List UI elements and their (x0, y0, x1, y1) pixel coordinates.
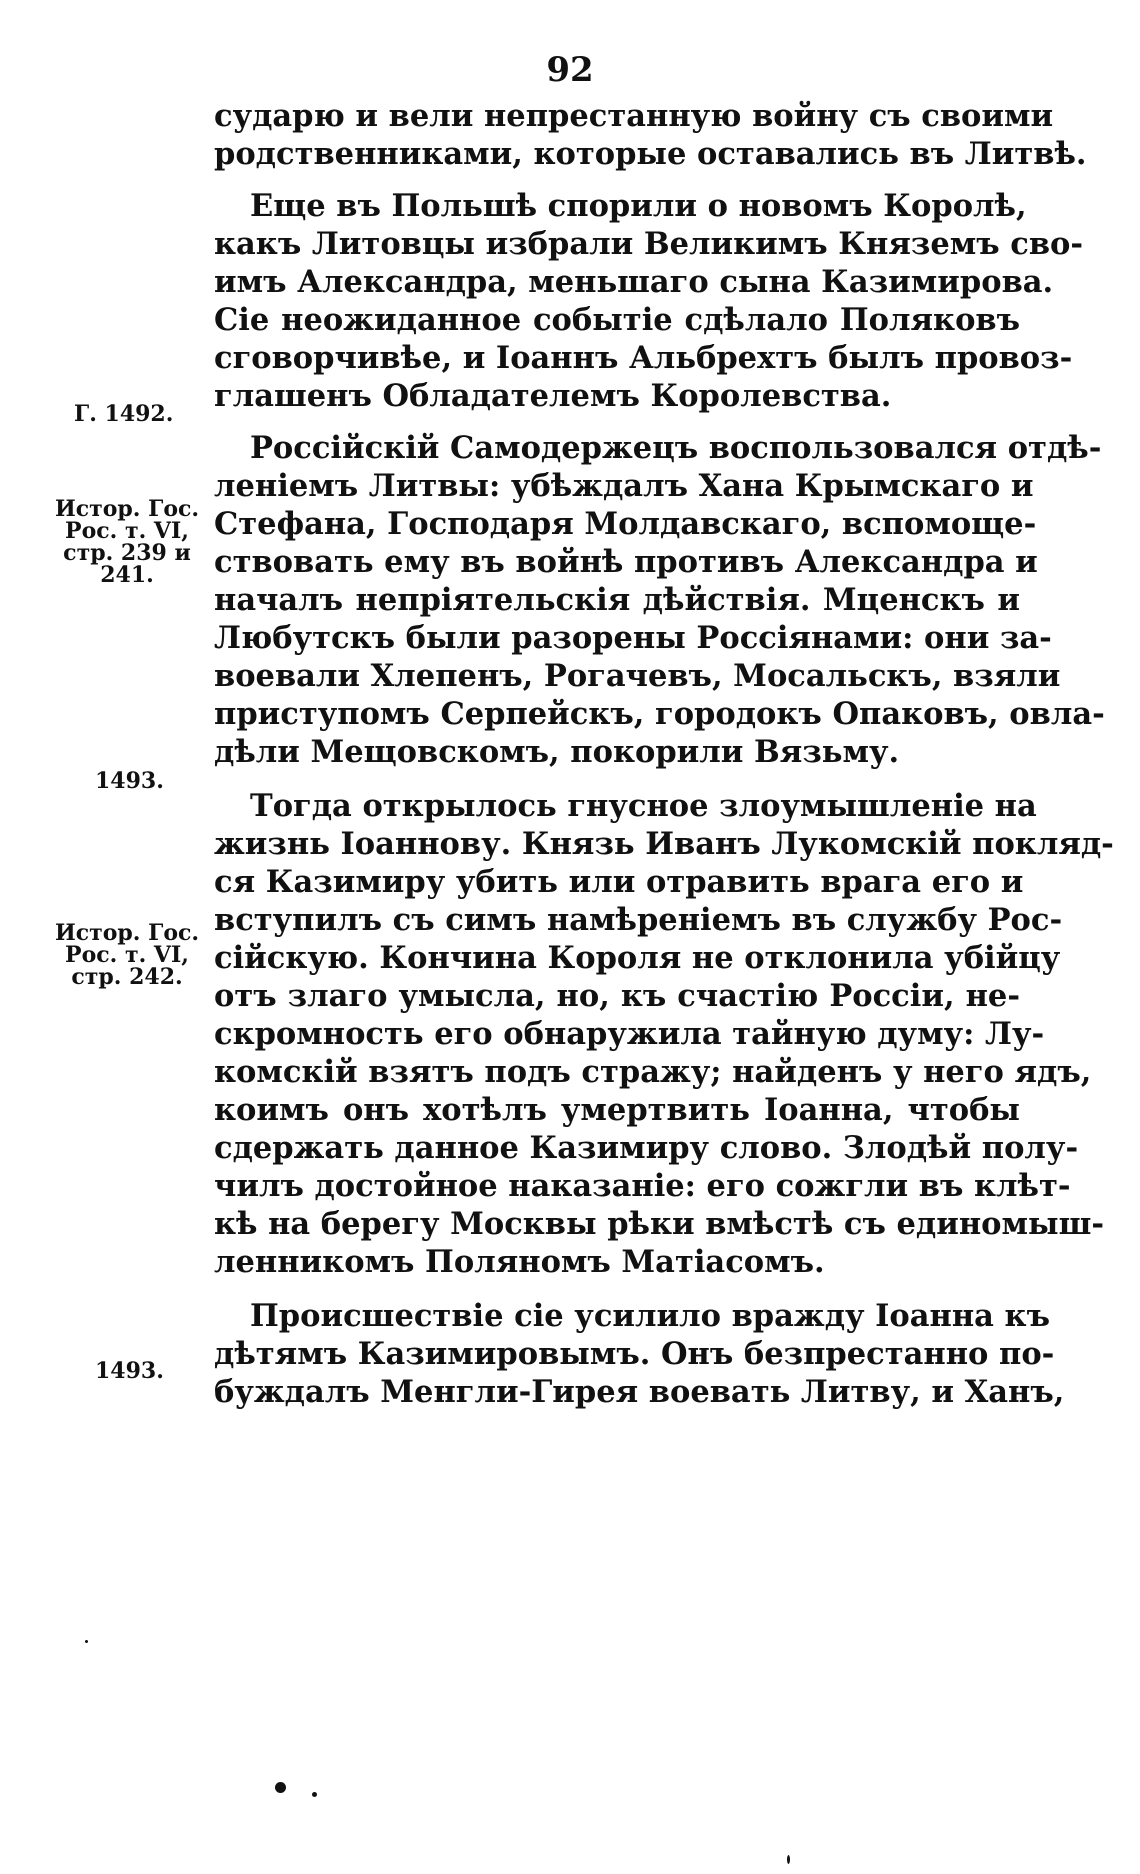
margin-note-line: стр. 239 и (63, 540, 191, 566)
text-line: сдержать данное Казимиру слово. Злодѣй полу- (214, 1130, 1079, 1166)
text-line: Любутскъ были разорены Россіянами: они за- (214, 620, 1052, 656)
text-line: чилъ достойное наказаніе: его сожгли въ клѣт- (214, 1168, 1071, 1204)
margin-note-line: Рос. т. VI, (65, 942, 189, 968)
margin-note-line: 241. (100, 562, 154, 588)
text-line: леніемъ Литвы: убѣждалъ Хана Крымскаго и (214, 468, 1034, 504)
ink-speck (85, 1640, 88, 1643)
text-line: Происшествіе сіе усилило вражду Іоанна къ (250, 1298, 1050, 1334)
text-line: коимъ онъ хотѣлъ умертвить Іоанна, чтобы (214, 1092, 1020, 1128)
margin-note: 1493. (95, 768, 164, 794)
text-line: воевали Хлепенъ, Рогачевъ, Мосальскъ, взяли (214, 658, 1061, 694)
margin-note (52, 922, 202, 988)
text-line: Сіе неожиданное событіе сдѣлало Поляковъ (214, 302, 1020, 338)
text-line: ся Казимиру убить или отравить врага его и (214, 864, 1024, 900)
text-line: Россійскій Самодержецъ воспользовался отдѣ- (250, 430, 1102, 466)
text-line: Стефана, Господаря Молдавскаго, вспомоще- (214, 506, 1037, 542)
text-line: скромность его обнаружила тайную думу: Лу- (214, 1016, 1045, 1052)
margin-note-line: Рос. т. VI, (65, 518, 189, 544)
margin-note-line: стр. 242. (71, 964, 183, 990)
text-line: Еще въ Польшѣ спорили о новомъ Королѣ, (250, 188, 1027, 224)
margin-note (52, 498, 202, 586)
text-line: имъ Александра, меньшаго сына Казимирова. (214, 264, 1054, 300)
text-line: глашенъ Обладателемъ Королевства. (214, 378, 892, 414)
text-line: буждалъ Менгли-Гирея воевать Литву, и Ханъ, (214, 1374, 1065, 1410)
text-line: приступомъ Серпейскъ, городокъ Опаковъ, овла- (214, 696, 1105, 732)
text-line: жизнь Іоаннову. Князь Иванъ Лукомскій покляд- (214, 826, 1114, 862)
ink-speck (312, 1792, 317, 1797)
text-line: кѣ на берегу Москвы рѣки вмѣстѣ съ единомыш- (214, 1206, 1105, 1242)
margin-note-line: Истор. Гос. (54, 496, 200, 522)
text-line: сговорчивѣе, и Іоаннъ Альбрехтъ былъ провоз- (214, 340, 1073, 376)
text-line: ленникомъ Поляномъ Матіасомъ. (214, 1244, 825, 1280)
text-line: вступилъ съ симъ намѣреніемъ въ службу Рос- (214, 902, 1063, 938)
text-line: сударю и вели непрестанную войну съ своими (214, 98, 1054, 134)
ink-speck (787, 1855, 790, 1864)
text-line: началъ непріятельскія дѣйствія. Мценскъ и (214, 582, 1020, 618)
page-number: 92 (546, 50, 594, 90)
text-line: Тогда открылось гнусное злоумышленіе на (250, 788, 1037, 824)
text-line: комскій взятъ подъ стражу; найденъ у него ядъ, (214, 1054, 1092, 1090)
margin-note: 1493. (95, 1358, 164, 1384)
margin-note: Г. 1492. (74, 401, 174, 427)
text-line: дѣтямъ Казимировымъ. Онъ безпрестанно по- (214, 1336, 1055, 1372)
text-line: сійскую. Кончина Короля не отклонила убійцу (214, 940, 1061, 976)
text-line: родственниками, которые оставались въ Литвѣ. (214, 136, 1087, 172)
text-line: какъ Литовцы избрали Великимъ Княземъ сво- (214, 226, 1084, 262)
ink-speck (275, 1782, 286, 1793)
margin-note-line: Истор. Гос. (54, 920, 200, 946)
text-line: дѣли Мещовскомъ, покорили Вязьму. (214, 734, 900, 770)
text-line: отъ злаго умысла, но, къ счастію Россіи, не- (214, 978, 1020, 1014)
text-line: ствовать ему въ войнѣ противъ Александра и (214, 544, 1038, 580)
